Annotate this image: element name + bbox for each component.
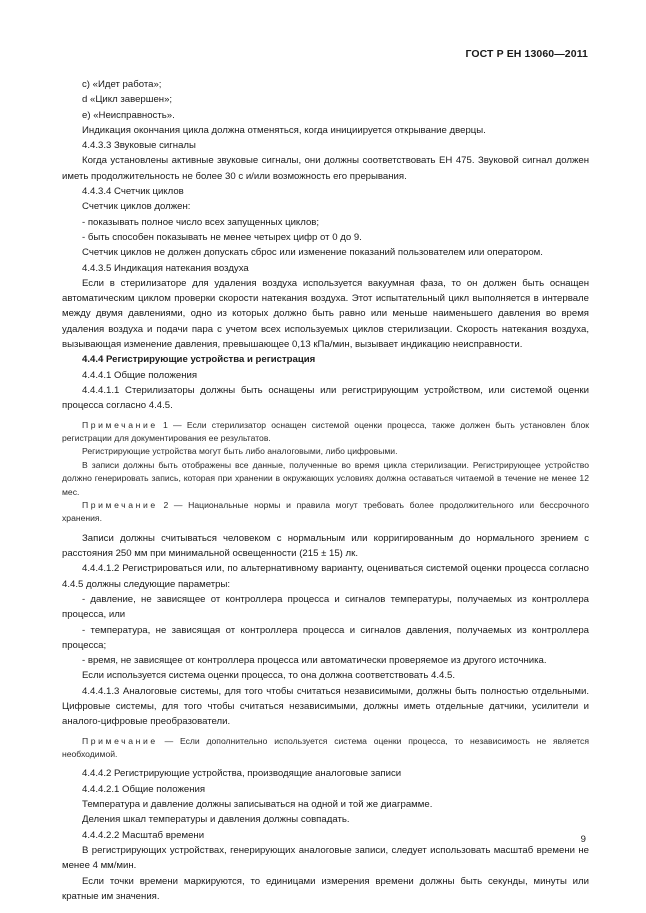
text-paragraph: Записи должны считываться человеком с нормальным или корригированным до нормального зрением с расстояния 250 мм при минимальной освещенности (215 ± 15) лк.	[62, 532, 589, 560]
text-paragraph: 4.4.4.2 Регистрирующие устройства, производящие аналоговые записи	[82, 768, 402, 780]
note-text: 2 — Национальные нормы и правила могут требовать более продолжительного или бессрочного хранения.	[62, 499, 589, 524]
note-label: Примечание	[82, 499, 158, 510]
note-paragraph	[62, 735, 589, 762]
text-paragraph: Если в стерилизаторе для удаления воздуха используется вакуумная фаза, то он должен быть оснащен автоматическим циклом проверки скорости натекания воздуха. Этот испытательный цикл выполняется в интервале между двумя давлениями, одно из которых должно быть равно или меньше наименьшего давления во время удаления воздуха и подачи пара с учетом всех используемых циклов стерилизации. Скорость натекания воздуха, вызывающая изменение давления, превышающее 0,13 кПа/мин, вызывает индикацию неисправности.	[62, 277, 589, 351]
note-paragraph	[62, 499, 589, 526]
text-paragraph: 4.4.4.1 Общие положения	[82, 369, 198, 381]
note-text: — Если дополнительно используется система оценки процесса, то независимость не является необходимой.	[62, 735, 589, 760]
text-paragraph: 4.4.3.5 Индикация натекания воздуха	[82, 262, 249, 274]
note-label: Примечание	[82, 735, 158, 746]
text-paragraph: Температура и давление должны записываться на одной и той же диаграмме.	[82, 799, 433, 811]
text-paragraph: 4.4.3.3 Звуковые сигналы	[82, 140, 196, 152]
text-paragraph: Если используется система оценки процесса, то она должна соответствовать 4.4.5.	[82, 670, 456, 682]
section-heading: 4.4.4 Регистрирующие устройства и регистрация	[82, 354, 316, 366]
text-paragraph: Деления шкал температуры и давления должны совпадать.	[82, 814, 350, 826]
standard-header: ГОСТ Р ЕН 13060—2011	[465, 48, 588, 60]
note-paragraph: Регистрирующие устройства могут быть либо аналоговыми, либо цифровыми.	[82, 446, 398, 457]
text-paragraph: e) «Неисправность».	[82, 109, 175, 121]
note-text: 1 — Если стерилизатор оснащен системой оценки процесса, также должен быть установлен блок регистрации для документирования ее результатов.	[62, 419, 589, 443]
text-paragraph: 4.4.4.2.2 Масштаб времени	[82, 829, 205, 841]
text-paragraph: 4.4.3.4 Счетчик циклов	[82, 186, 184, 198]
text-paragraph: Счетчик циклов не должен допускать сброс или изменение показаний пользователем или оператором.	[82, 247, 543, 259]
text-paragraph: 4.4.4.1.1 Стерилизаторы должны быть оснащены или регистрирующим устройством, или системой оценки процесса согласно 4.4.5.	[62, 384, 589, 412]
text-paragraph: c) «Идет работа»;	[82, 79, 162, 90]
text-paragraph: Если точки времени маркируются, то единицами измерения времени должны быть секунды, минуты или кратные им значения.	[62, 875, 589, 902]
text-paragraph: 4.4.4.1.3 Аналоговые системы, для того чтобы считаться независимыми, должны быть полностью отдельными. Цифровые системы, для того чтобы считаться независимыми, должны иметь отдельные датчики, усилители и аналого-цифровые преобразователи.	[62, 685, 589, 728]
page-number: 9	[580, 834, 586, 845]
text-paragraph: - температура, не зависящая от контроллера процесса и сигналов давления, получаемых из контроллера процесса;	[62, 624, 589, 651]
text-paragraph: - время, не зависящее от контроллера процесса или автоматически проверяемое из другого источника.	[82, 655, 547, 667]
text-paragraph: Счетчик циклов должен:	[82, 201, 191, 213]
text-paragraph: 4.4.4.1.2 Регистрироваться или, по альтернативному варианту, оцениваться системой оценки процесса согласно 4.4.5 должны следующие параметры:	[62, 563, 589, 590]
note-paragraph	[62, 419, 589, 446]
note-paragraph: В записи должны быть отображены все данные, полученные во время цикла стерилизации. Регистрирующее устройство должно генерировать запись, которая при хранении в окружающих условиях должна оставаться читаемой в течение не менее 12 мес.	[62, 459, 589, 497]
text-paragraph: Когда установлены активные звуковые сигналы, они должны соответствовать ЕН 475. Звуковой сигнал должен иметь продолжительность не более 30 с и/или возможность его прерывания.	[62, 155, 589, 182]
document-body	[62, 77, 589, 904]
text-paragraph: - быть способен показывать не менее четырех цифр от 0 до 9.	[82, 231, 362, 243]
text-paragraph: 4.4.4.2.1 Общие положения	[82, 783, 206, 795]
text-paragraph: d «Цикл завершен»;	[82, 94, 173, 106]
note-label: Примечание	[82, 419, 158, 430]
text-paragraph: Индикация окончания цикла должна отменяться, когда инициируется открывание дверцы.	[82, 124, 486, 136]
text-paragraph: - показывать полное число всех запущенных циклов;	[82, 216, 320, 228]
text-paragraph: - давление, не зависящее от контроллера процесса и сигналов температуры, получаемых из контроллера процесса, или	[62, 593, 589, 621]
text-paragraph: В регистрирующих устройствах, генерирующих аналоговые записи, следует использовать масштаб времени не менее 4 мм/мин.	[62, 844, 589, 872]
